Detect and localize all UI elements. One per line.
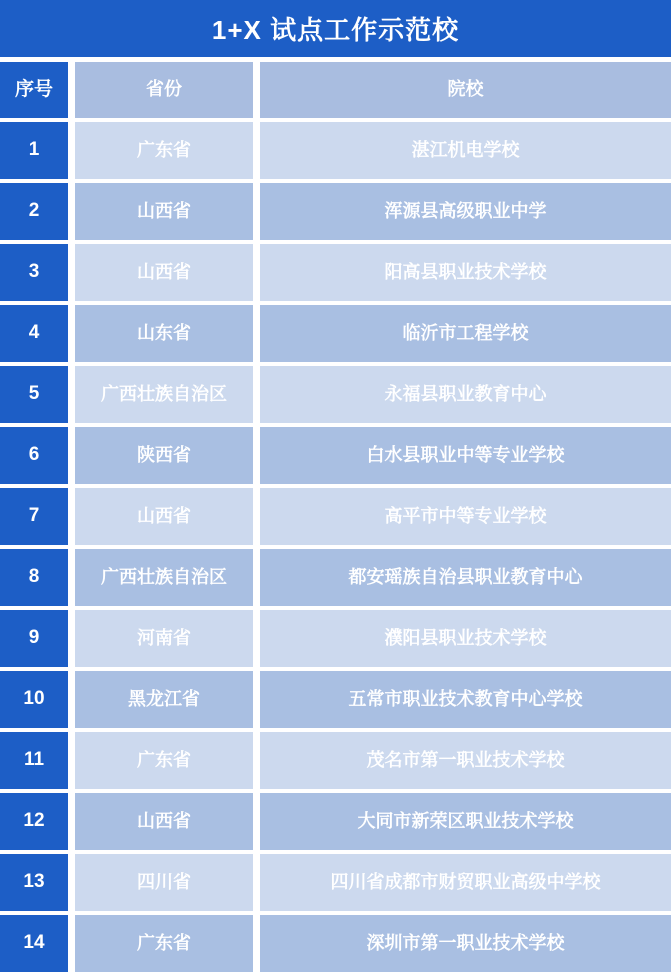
row-number-cell: 1 <box>0 122 68 179</box>
table-header-row <box>0 62 671 118</box>
province-cell: 山西省 <box>75 244 253 301</box>
row-number-cell: 6 <box>0 427 68 484</box>
header-cell-province: 省份 <box>75 62 253 118</box>
school-cell: 湛江机电学校 <box>260 122 671 179</box>
table-row <box>0 793 671 850</box>
province-cell: 山西省 <box>75 793 253 850</box>
school-cell: 深圳市第一职业技术学校 <box>260 915 671 972</box>
row-number-cell: 13 <box>0 854 68 911</box>
table-row <box>0 366 671 423</box>
province-cell: 广西壮族自治区 <box>75 366 253 423</box>
province-cell: 山西省 <box>75 183 253 240</box>
province-cell: 四川省 <box>75 854 253 911</box>
school-cell: 濮阳县职业技术学校 <box>260 610 671 667</box>
province-cell: 陕西省 <box>75 427 253 484</box>
school-cell: 四川省成都市财贸职业高级中学校 <box>260 854 671 911</box>
school-cell: 永福县职业教育中心 <box>260 366 671 423</box>
school-cell: 五常市职业技术教育中心学校 <box>260 671 671 728</box>
school-cell: 浑源县高级职业中学 <box>260 183 671 240</box>
table-row <box>0 732 671 789</box>
province-cell: 山西省 <box>75 488 253 545</box>
school-cell: 白水县职业中等专业学校 <box>260 427 671 484</box>
demonstration-schools-table <box>0 62 671 972</box>
row-number-cell: 9 <box>0 610 68 667</box>
province-cell: 河南省 <box>75 610 253 667</box>
table-title-bar <box>0 0 671 57</box>
province-cell: 广东省 <box>75 122 253 179</box>
row-number-cell: 3 <box>0 244 68 301</box>
table-title: 1+X 试点工作示范校 <box>211 15 460 45</box>
table-row <box>0 244 671 301</box>
province-cell: 广西壮族自治区 <box>75 549 253 606</box>
province-cell: 山东省 <box>75 305 253 362</box>
table-row <box>0 854 671 911</box>
row-number-cell: 5 <box>0 366 68 423</box>
row-number-cell: 8 <box>0 549 68 606</box>
table-row <box>0 671 671 728</box>
table-row <box>0 183 671 240</box>
table-row <box>0 427 671 484</box>
table-row <box>0 610 671 667</box>
table-row <box>0 305 671 362</box>
province-cell: 广东省 <box>75 732 253 789</box>
row-number-cell: 2 <box>0 183 68 240</box>
province-cell: 黑龙江省 <box>75 671 253 728</box>
row-number-cell: 4 <box>0 305 68 362</box>
school-cell: 都安瑶族自治县职业教育中心 <box>260 549 671 606</box>
table-row <box>0 915 671 972</box>
school-cell: 高平市中等专业学校 <box>260 488 671 545</box>
school-cell: 大同市新荣区职业技术学校 <box>260 793 671 850</box>
table-row <box>0 122 671 179</box>
row-number-cell: 11 <box>0 732 68 789</box>
row-number-cell: 10 <box>0 671 68 728</box>
province-cell: 广东省 <box>75 915 253 972</box>
row-number-cell: 12 <box>0 793 68 850</box>
header-cell-school: 院校 <box>260 62 671 118</box>
table-row <box>0 488 671 545</box>
header-cell-no: 序号 <box>0 62 68 118</box>
school-cell: 茂名市第一职业技术学校 <box>260 732 671 789</box>
school-cell: 临沂市工程学校 <box>260 305 671 362</box>
school-cell: 阳高县职业技术学校 <box>260 244 671 301</box>
row-number-cell: 7 <box>0 488 68 545</box>
row-number-cell: 14 <box>0 915 68 972</box>
table-row <box>0 549 671 606</box>
